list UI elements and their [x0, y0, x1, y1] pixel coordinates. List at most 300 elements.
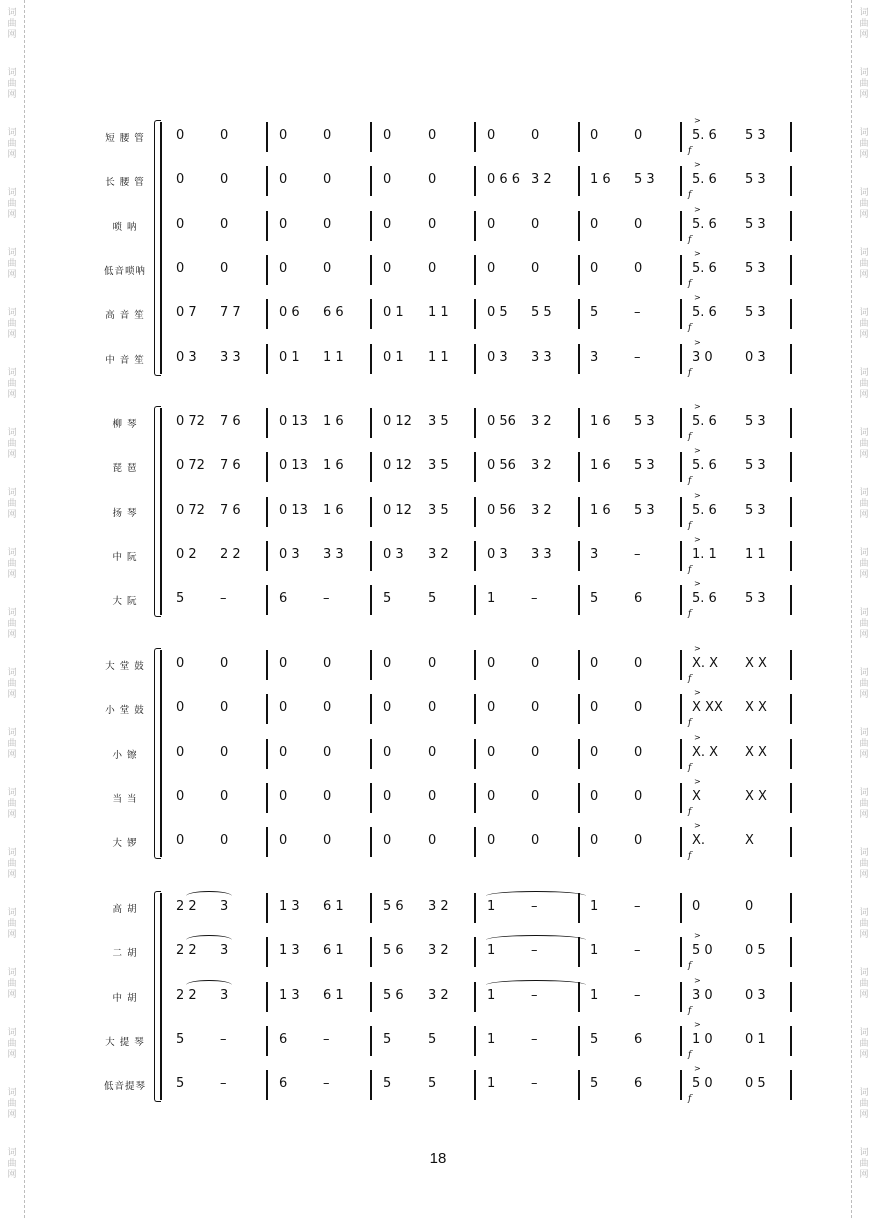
- dynamic-forte: f: [688, 564, 692, 575]
- barline: [370, 299, 372, 329]
- note-group: 0: [531, 128, 540, 143]
- watermark-text: [852, 8, 876, 41]
- note-group: 0: [279, 216, 288, 232]
- barline: [266, 982, 268, 1012]
- note-group: 0 12: [383, 502, 412, 518]
- note-group: X X: [745, 656, 767, 671]
- barline: [790, 211, 792, 241]
- note-group: 0: [220, 656, 229, 671]
- note-group: 5: [176, 1031, 185, 1047]
- note-group: 0: [428, 833, 437, 849]
- note-group: 0: [531, 656, 540, 671]
- dynamic-forte: f: [688, 674, 692, 684]
- dynamic-forte: f: [688, 1005, 692, 1016]
- staff-row: [0, 893, 876, 923]
- staff-row: [0, 204, 876, 245]
- barline: [474, 694, 476, 724]
- barline: [474, 739, 476, 769]
- instrument-label: 琵 琶: [112, 463, 138, 475]
- note-group: 0: [590, 744, 599, 760]
- barline: [790, 166, 792, 196]
- barline: [680, 452, 682, 482]
- watermark-glyph: 词: [7, 668, 17, 678]
- note-group: 5: [176, 1076, 185, 1092]
- note-group: 0: [531, 700, 540, 716]
- note-group: 0: [634, 260, 643, 276]
- note-group: 0: [176, 788, 185, 804]
- watermark-glyph: 曲: [7, 919, 17, 929]
- note-group: 1: [487, 899, 496, 914]
- watermark-glyph: 网: [859, 210, 869, 220]
- watermark-glyph: 词: [859, 668, 869, 678]
- barline: [790, 650, 792, 680]
- barline: [790, 893, 792, 923]
- note-group: 0: [487, 744, 496, 760]
- note-group: 0: [531, 260, 540, 276]
- barline: [474, 299, 476, 329]
- watermark-glyph: 词: [859, 488, 869, 498]
- note-group: 6: [279, 1076, 288, 1092]
- page-number: 18: [429, 1150, 447, 1167]
- note-group: 0: [279, 833, 288, 849]
- staff-row: [0, 248, 876, 289]
- note-group: –: [634, 349, 641, 365]
- note-group: 0: [220, 128, 229, 143]
- note-group: 0: [279, 172, 288, 188]
- barline: [790, 255, 792, 285]
- watermark-glyph: 曲: [859, 559, 869, 569]
- note-group: 5: [590, 305, 599, 321]
- accent-mark: >: [694, 1019, 701, 1029]
- note-group: 0: [487, 788, 496, 804]
- watermark-glyph: 词: [7, 428, 17, 438]
- dynamic-forte: f: [688, 278, 692, 289]
- watermark-glyph: 网: [7, 270, 17, 280]
- watermark-glyph: 词: [859, 548, 869, 558]
- watermark-glyph: 曲: [7, 319, 17, 329]
- barline: [680, 893, 682, 923]
- barline: [266, 344, 268, 374]
- note-group: 3 5: [428, 458, 449, 474]
- barline: [578, 1026, 580, 1056]
- barline: [474, 497, 476, 527]
- accent-mark: >: [694, 293, 701, 303]
- note-group: 0: [531, 744, 540, 760]
- watermark-glyph: 曲: [7, 859, 17, 869]
- barline: [370, 452, 372, 482]
- barline: [474, 122, 476, 152]
- note-group: 0: [383, 216, 392, 232]
- barline: [790, 344, 792, 374]
- note-group: 0 7: [176, 305, 197, 321]
- note-group: 0: [176, 656, 185, 671]
- staff-row: [0, 116, 876, 156]
- watermark-glyph: 网: [859, 450, 869, 460]
- note-group: 5 3: [745, 414, 766, 429]
- dynamic-forte: f: [688, 806, 692, 817]
- note-group: 1: [590, 987, 599, 1003]
- note-group: 7 6: [220, 458, 241, 474]
- note-group: 3 3: [531, 349, 552, 365]
- note-group: X. X: [692, 744, 719, 760]
- note-group: 0 1: [279, 349, 300, 365]
- watermark-glyph: 词: [7, 368, 17, 378]
- note-group: 0: [323, 260, 332, 276]
- note-group: 3 2: [428, 987, 449, 1003]
- note-group: 0 1: [383, 349, 404, 365]
- watermark-glyph: 词: [859, 8, 869, 18]
- instrument-label: 高 胡: [112, 904, 138, 915]
- barline: [266, 937, 268, 967]
- barline: [790, 122, 792, 152]
- barline: [370, 650, 372, 680]
- note-group: 0 72: [176, 414, 205, 429]
- instrument-label: 小 镲: [112, 749, 138, 761]
- note-group: 0: [590, 833, 599, 849]
- dynamic-forte: f: [688, 609, 692, 620]
- note-group: 5. 6: [692, 172, 717, 188]
- barline: [680, 122, 682, 152]
- barline: [266, 255, 268, 285]
- barline: [370, 585, 372, 615]
- note-group: 6 6: [323, 305, 344, 321]
- watermark-glyph: 曲: [859, 319, 869, 329]
- note-group: 1 6: [590, 458, 611, 474]
- barline: [370, 211, 372, 241]
- accent-mark: >: [694, 644, 701, 653]
- barline: [680, 299, 682, 329]
- note-group: 3: [590, 546, 599, 562]
- note-group: 1. 1: [692, 546, 717, 562]
- watermark-glyph: 词: [859, 908, 869, 918]
- watermark-glyph: 网: [859, 90, 869, 100]
- note-group: 2 2: [176, 899, 197, 914]
- watermark-glyph: 网: [7, 90, 17, 100]
- note-group: 1 1: [323, 349, 344, 365]
- accent-mark: >: [694, 688, 701, 698]
- note-group: 0 5: [745, 1076, 766, 1092]
- accent-mark: >: [694, 534, 701, 544]
- note-group: 0: [428, 788, 437, 804]
- staff-row: [0, 490, 876, 531]
- watermark-glyph: 词: [859, 728, 869, 738]
- barline: [680, 344, 682, 374]
- barline: [680, 827, 682, 857]
- watermark-glyph: 曲: [7, 979, 17, 989]
- note-group: 0: [220, 744, 229, 760]
- instrument-label: 低音提琴: [103, 1081, 146, 1093]
- note-group: 0: [383, 700, 392, 716]
- watermark-glyph: 词: [859, 1148, 869, 1158]
- note-group: 1: [590, 943, 599, 959]
- note-group: 0: [590, 216, 599, 232]
- note-group: 5 0: [692, 943, 713, 959]
- staff-row: [0, 821, 876, 862]
- note-group: 0 72: [176, 458, 205, 474]
- watermark-glyph: 词: [7, 728, 17, 738]
- barline: [370, 739, 372, 769]
- note-group: 0 13: [279, 502, 308, 518]
- watermark-glyph: 词: [859, 188, 869, 198]
- note-group: 6 1: [323, 943, 344, 959]
- watermark-glyph: 网: [859, 750, 869, 760]
- barline: [790, 783, 792, 813]
- note-group: 0: [428, 744, 437, 760]
- note-group: 0 72: [176, 502, 205, 518]
- note-group: –: [634, 305, 641, 321]
- watermark-glyph: 网: [7, 450, 17, 460]
- staff-row: [0, 1064, 876, 1105]
- note-group: 5. 6: [692, 305, 717, 321]
- watermark-glyph: 网: [7, 630, 17, 640]
- note-group: 5 3: [634, 502, 655, 518]
- watermark-glyph: 网: [859, 1110, 869, 1120]
- note-group: 3: [220, 899, 229, 914]
- note-group: 5 3: [745, 216, 766, 232]
- watermark-glyph: 网: [859, 150, 869, 160]
- watermark-glyph: 词: [7, 548, 17, 558]
- note-group: 0: [383, 172, 392, 188]
- dynamic-forte: f: [688, 520, 692, 531]
- note-group: X.: [692, 833, 706, 849]
- barline: [790, 299, 792, 329]
- instrument-label: 柳 琴: [112, 419, 138, 430]
- note-group: 0: [428, 128, 437, 143]
- watermark-glyph: 网: [7, 390, 17, 400]
- note-group: 3 2: [428, 943, 449, 959]
- note-group: 1: [487, 1031, 496, 1047]
- instrument-label: 扬 琴: [112, 507, 138, 519]
- note-group: 5: [176, 591, 185, 607]
- barline: [370, 937, 372, 967]
- note-group: 3 2: [531, 458, 552, 474]
- barline: [680, 541, 682, 571]
- watermark-glyph: 网: [859, 990, 869, 1000]
- dynamic-forte: f: [688, 961, 692, 972]
- note-group: 0: [487, 128, 496, 143]
- watermark-text: [0, 68, 24, 101]
- note-group: 0: [590, 788, 599, 804]
- accent-mark: >: [694, 975, 701, 985]
- instrument-label: 中 阮: [112, 551, 138, 563]
- barline: [790, 408, 792, 438]
- note-group: 1: [487, 591, 496, 607]
- note-group: 0: [634, 700, 643, 716]
- note-group: 0 3: [176, 349, 197, 365]
- instrument-label: 大 锣: [112, 838, 138, 850]
- note-group: 0: [590, 128, 599, 143]
- watermark-glyph: 词: [7, 248, 17, 258]
- accent-mark: >: [694, 248, 701, 258]
- note-group: 0: [279, 128, 288, 143]
- note-group: 5: [428, 1076, 437, 1092]
- note-group: 0: [634, 216, 643, 232]
- note-group: 0: [692, 899, 701, 914]
- watermark-glyph: 网: [859, 30, 869, 40]
- watermark-glyph: 词: [859, 428, 869, 438]
- barline: [474, 344, 476, 374]
- watermark-glyph: 曲: [859, 919, 869, 929]
- staff-row: [0, 293, 876, 334]
- note-group: 5. 6: [692, 128, 717, 143]
- barline: [680, 408, 682, 438]
- watermark-glyph: 词: [859, 1028, 869, 1038]
- note-group: 0: [220, 260, 229, 276]
- watermark-glyph: 曲: [7, 259, 17, 269]
- note-group: 5. 6: [692, 591, 717, 607]
- note-group: 0: [487, 700, 496, 716]
- note-group: 1 3: [279, 899, 300, 914]
- note-group: 5. 6: [692, 260, 717, 276]
- watermark-glyph: 曲: [859, 859, 869, 869]
- barline: [474, 255, 476, 285]
- note-group: 5: [590, 1031, 599, 1047]
- instrument-label: 中 音 笙: [105, 354, 145, 366]
- watermark-glyph: 曲: [7, 1159, 17, 1169]
- note-group: 0: [220, 216, 229, 232]
- staff-row: [0, 446, 876, 487]
- instrument-label: 长 腰 管: [105, 177, 145, 189]
- watermark-glyph: 词: [7, 848, 17, 858]
- note-group: 0: [487, 656, 496, 671]
- barline: [680, 783, 682, 813]
- watermark-glyph: 网: [859, 330, 869, 340]
- staff-row: [0, 732, 876, 773]
- note-group: 5. 6: [692, 502, 717, 518]
- note-group: 0: [220, 700, 229, 716]
- dynamic-forte: f: [688, 367, 692, 378]
- watermark-glyph: 曲: [7, 499, 17, 509]
- note-group: 3 0: [692, 349, 713, 365]
- note-group: 5: [590, 1076, 599, 1092]
- instrument-label: 中 胡: [112, 992, 138, 1004]
- barline: [680, 1070, 682, 1100]
- barline: [680, 255, 682, 285]
- barline: [578, 122, 580, 152]
- barline: [266, 783, 268, 813]
- note-group: 3 0: [692, 987, 713, 1003]
- note-group: 0: [590, 656, 599, 671]
- watermark-glyph: 网: [859, 510, 869, 520]
- watermark-glyph: 曲: [7, 559, 17, 569]
- note-group: 0: [323, 656, 332, 671]
- barline: [474, 1026, 476, 1056]
- note-group: X XX: [692, 700, 723, 716]
- note-group: 0: [176, 216, 185, 232]
- accent-mark: >: [694, 204, 701, 214]
- note-group: 5: [383, 1076, 392, 1092]
- staff-row: [0, 402, 876, 442]
- watermark-glyph: 曲: [859, 79, 869, 89]
- watermark-glyph: 网: [7, 570, 17, 580]
- note-group: –: [220, 1031, 227, 1047]
- watermark-glyph: 曲: [7, 739, 17, 749]
- note-group: 5 3: [634, 414, 655, 429]
- barline: [266, 166, 268, 196]
- watermark-glyph: 曲: [7, 799, 17, 809]
- watermark-glyph: 词: [859, 608, 869, 618]
- barline: [266, 452, 268, 482]
- note-group: 5 5: [531, 305, 552, 321]
- watermark-glyph: 词: [859, 968, 869, 978]
- barline: [370, 166, 372, 196]
- watermark-glyph: 词: [7, 1148, 17, 1158]
- accent-mark: >: [694, 116, 701, 125]
- note-group: 3: [590, 349, 599, 365]
- note-group: 0: [428, 260, 437, 276]
- note-group: 3 2: [531, 414, 552, 429]
- note-group: 0 6 6: [487, 172, 521, 188]
- watermark-glyph: 词: [7, 308, 17, 318]
- barline: [266, 1070, 268, 1100]
- note-group: 1 3: [279, 987, 300, 1003]
- note-group: 6: [634, 591, 643, 607]
- note-group: –: [531, 987, 538, 1003]
- watermark-glyph: 曲: [859, 1099, 869, 1109]
- instrument-label: 大 堂 鼓: [105, 661, 145, 672]
- note-group: 1 6: [323, 502, 344, 518]
- watermark-glyph: 曲: [7, 139, 17, 149]
- watermark-glyph: 网: [859, 390, 869, 400]
- barline: [680, 982, 682, 1012]
- barline: [474, 937, 476, 967]
- note-group: 3 2: [531, 502, 552, 518]
- note-group: X X: [745, 700, 767, 716]
- dynamic-forte: f: [688, 323, 692, 334]
- note-group: 3 2: [428, 546, 449, 562]
- barline: [266, 541, 268, 571]
- watermark-glyph: 词: [859, 248, 869, 258]
- accent-mark: >: [694, 776, 701, 786]
- watermark-glyph: 曲: [859, 199, 869, 209]
- note-group: –: [634, 987, 641, 1003]
- note-group: 3 5: [428, 502, 449, 518]
- watermark-glyph: 网: [7, 750, 17, 760]
- watermark-glyph: 曲: [7, 1099, 17, 1109]
- watermark-glyph: 曲: [7, 79, 17, 89]
- dynamic-forte: f: [688, 1094, 692, 1105]
- note-group: –: [531, 1031, 538, 1047]
- barline: [474, 650, 476, 680]
- note-group: 0: [383, 128, 392, 143]
- watermark-glyph: 词: [7, 188, 17, 198]
- barline: [790, 937, 792, 967]
- watermark-glyph: 曲: [859, 799, 869, 809]
- note-group: 0 13: [279, 414, 308, 429]
- watermark-glyph: 曲: [859, 259, 869, 269]
- note-group: 0 5: [745, 943, 766, 959]
- note-group: 5 3: [634, 172, 655, 188]
- barline: [790, 694, 792, 724]
- staff-row: [0, 579, 876, 620]
- note-group: 0: [383, 744, 392, 760]
- note-group: X X: [745, 788, 767, 804]
- note-group: 0: [383, 833, 392, 849]
- tie-slur: [186, 935, 232, 945]
- watermark-glyph: 词: [859, 1088, 869, 1098]
- barline: [790, 497, 792, 527]
- note-group: 0: [634, 833, 643, 849]
- note-group: 1 3: [279, 943, 300, 959]
- note-group: 3 3: [323, 546, 344, 562]
- watermark-glyph: 词: [7, 68, 17, 78]
- watermark-glyph: 网: [7, 510, 17, 520]
- watermark-glyph: 曲: [7, 439, 17, 449]
- note-group: 6 1: [323, 987, 344, 1003]
- barline: [474, 893, 476, 923]
- watermark-glyph: 曲: [859, 19, 869, 29]
- accent-mark: >: [694, 821, 701, 831]
